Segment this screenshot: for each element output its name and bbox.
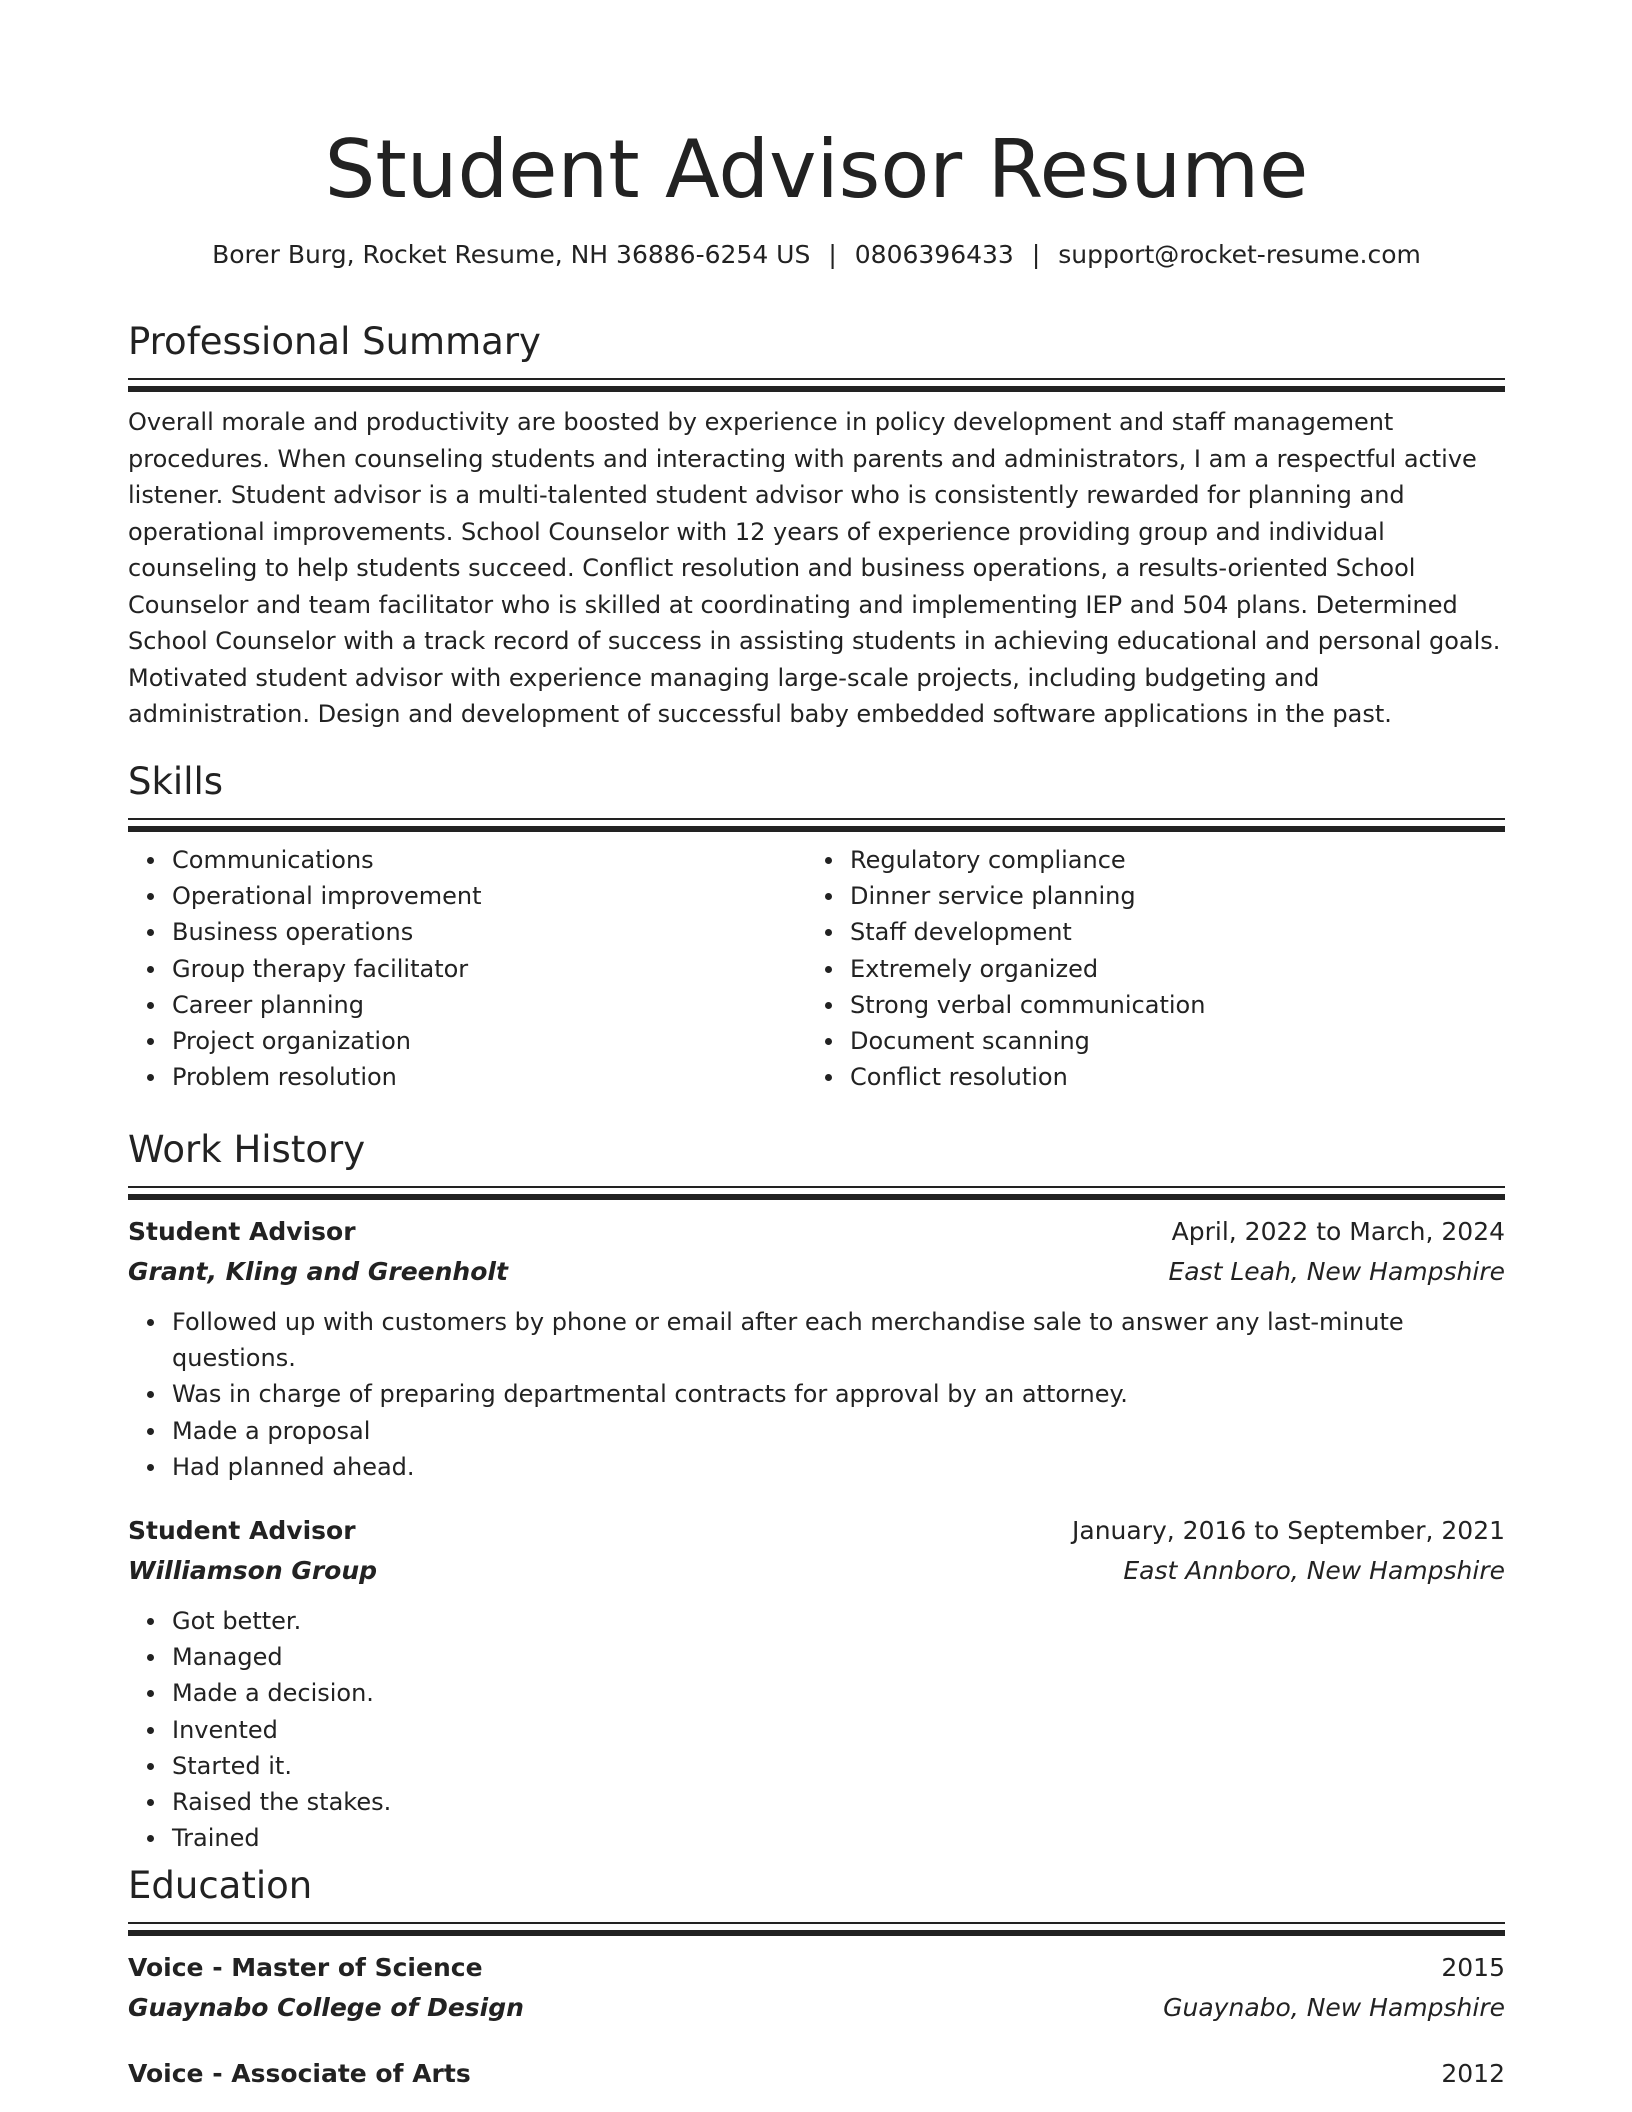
- job-dates: January, 2016 to September, 2021: [1072, 1516, 1505, 1546]
- education-entry: [128, 2054, 1505, 2094]
- section-title-education: Education: [128, 1864, 313, 1907]
- job-bullet: Raised the stakes.: [172, 1784, 1505, 1820]
- job-bullet: Got better.: [172, 1603, 1505, 1639]
- skills-grid: [128, 842, 1505, 1095]
- resume-name: Student Advisor Resume: [324, 123, 1309, 216]
- contact-phone: 0806396433: [854, 240, 1014, 269]
- skill-item: Problem resolution: [172, 1059, 806, 1095]
- skills-column-left: [128, 842, 806, 1095]
- section-divider: [128, 818, 1505, 830]
- section-divider: [128, 378, 1505, 390]
- education-location: Guaynabo, New Hampshire: [1163, 1993, 1505, 2022]
- job-bullet: Made a proposal: [172, 1413, 1505, 1449]
- skills-column-right: [806, 842, 1484, 1095]
- job-bullet: Invented: [172, 1712, 1505, 1748]
- work-history-section: [128, 1126, 1505, 1856]
- skill-item: Career planning: [172, 987, 806, 1023]
- skill-item: Strong verbal communication: [850, 987, 1484, 1023]
- section-title-skills: Skills: [128, 760, 224, 803]
- job-location: East Leah, New Hampshire: [1168, 1257, 1505, 1286]
- skill-item: Document scanning: [850, 1023, 1484, 1059]
- job-bullet: Made a decision.: [172, 1675, 1505, 1711]
- education-entry: [128, 1948, 1505, 2028]
- contact-separator: |: [1031, 240, 1041, 269]
- contact-line: [128, 237, 1505, 273]
- section-divider: [128, 1186, 1505, 1198]
- job-bullet: Started it.: [172, 1748, 1505, 1784]
- job-entry: [128, 1511, 1505, 1856]
- job-bullets: [128, 1304, 1505, 1485]
- summary-section: [128, 318, 1505, 733]
- job-company: Williamson Group: [128, 1556, 378, 1586]
- section-title-summary: Professional Summary: [128, 320, 541, 363]
- skill-item: Operational improvement: [172, 878, 806, 914]
- job-dates: April, 2022 to March, 2024: [1171, 1217, 1505, 1246]
- education-degree: Voice - Associate of Arts: [128, 2059, 471, 2088]
- education-school: Guaynabo College of Design: [128, 1993, 524, 2022]
- job-bullet: Followed up with customers by phone or email after each merchandise sale to answer any last-minute questions.: [172, 1304, 1505, 1376]
- skill-item: Group therapy facilitator: [172, 951, 806, 987]
- contact-email: support@rocket-resume.com: [1058, 240, 1421, 269]
- section-divider: [128, 1922, 1505, 1934]
- skill-item: Extremely organized: [850, 951, 1484, 987]
- education-year: 2015: [1441, 1953, 1505, 1982]
- summary-text: Overall morale and productivity are boosted by experience in policy development and staff management procedures. When counseling students and interacting with parents and administrators, I am a respectful active listener. Student advisor is a multi-talented student advisor who is consistently rewarded for planning and operational improvements. School Counselor with 12 years of experience providing group and individual counseling to help students succeed. Conflict resolution and business operations, a results-oriented School Counselor and team facilitator who is skilled at coordinating and implementing IEP and 504 plans. Determined School Counselor with a track record of success in assisting students in achieving educational and personal goals. Motivated student advisor with experience managing large-scale projects, including budgeting and administration. Design and development of successful baby embedded software applications in the past.: [128, 408, 1501, 728]
- job-title: Student Advisor: [128, 1516, 356, 1546]
- skill-item: Project organization: [172, 1023, 806, 1059]
- job-bullet: Had planned ahead.: [172, 1449, 1505, 1485]
- skill-item: Staff development: [850, 914, 1484, 950]
- skill-item: Business operations: [172, 914, 806, 950]
- job-bullet: Was in charge of preparing departmental contracts for approval by an attorney.: [172, 1376, 1505, 1412]
- education-section: [128, 1862, 1505, 2094]
- job-bullet: Managed: [172, 1639, 1505, 1675]
- skill-item: Regulatory compliance: [850, 842, 1484, 878]
- education-year: 2012: [1441, 2059, 1505, 2088]
- section-title-work-history: Work History: [128, 1128, 366, 1171]
- skill-item: Dinner service planning: [850, 878, 1484, 914]
- contact-address: Borer Burg, Rocket Resume, NH 36886-6254 US: [212, 240, 811, 269]
- skill-item: Conflict resolution: [850, 1059, 1484, 1095]
- skill-item: Communications: [172, 842, 806, 878]
- job-company: Grant, Kling and Greenholt: [128, 1257, 508, 1286]
- job-bullet: Trained: [172, 1820, 1505, 1856]
- education-degree: Voice - Master of Science: [128, 1953, 483, 1982]
- contact-separator: |: [828, 240, 837, 269]
- skills-section: [128, 758, 1505, 1095]
- job-bullets: [128, 1603, 1505, 1856]
- job-entry: [128, 1212, 1505, 1485]
- job-location: East Annboro, New Hampshire: [1123, 1556, 1505, 1586]
- job-title: Student Advisor: [128, 1217, 356, 1246]
